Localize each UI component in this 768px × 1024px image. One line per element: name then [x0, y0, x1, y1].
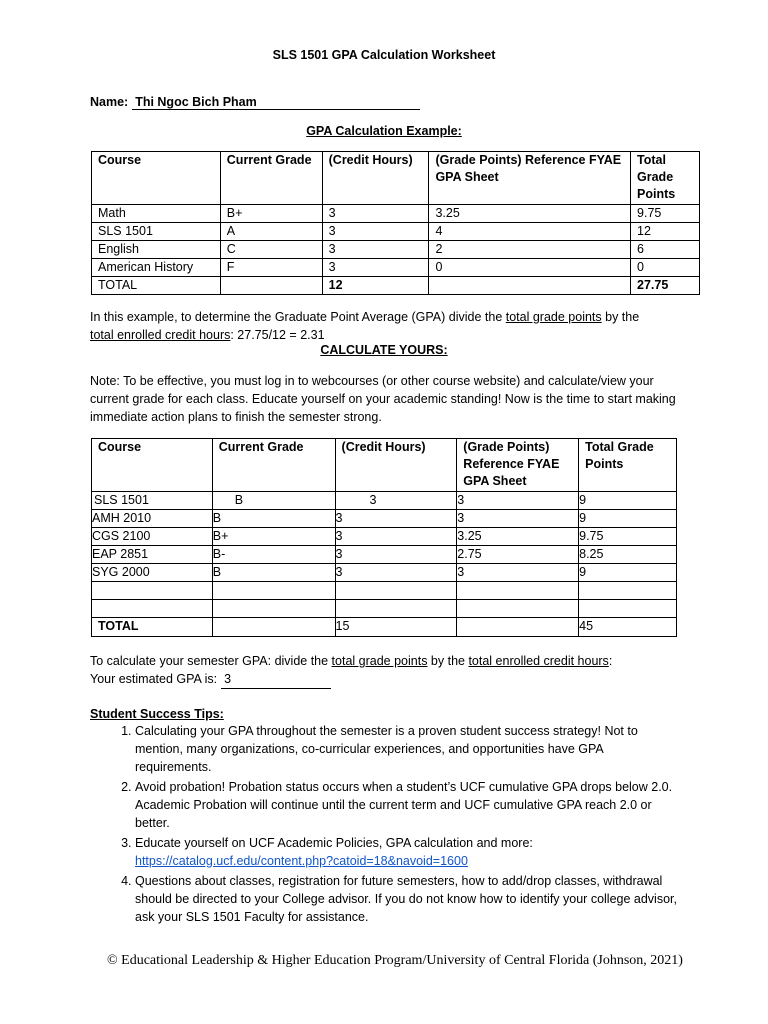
cell: 9.75 [579, 528, 677, 546]
cell: 3.25 [429, 205, 631, 223]
cell: AMH 2010 [92, 510, 213, 528]
cell: 4 [429, 223, 631, 241]
cell [579, 582, 677, 600]
cell: 3.25 [457, 528, 579, 546]
cell [457, 600, 579, 618]
table-row [92, 582, 677, 600]
cell: 0 [631, 259, 700, 277]
cell: American History [92, 259, 221, 277]
cell: 45 [579, 618, 677, 637]
catalog-link[interactable]: https://catalog.ucf.edu/content.php?catoid=18&navoid=1600 [135, 854, 468, 868]
cell: 15 [335, 618, 457, 637]
cell [212, 600, 335, 618]
cell: 8.25 [579, 546, 677, 564]
header-cell: Total Grade Points [631, 152, 700, 205]
cell: 3 [335, 564, 457, 582]
gpa-value: 3 [221, 670, 331, 689]
cell: A [220, 223, 322, 241]
header-cell: (Grade Points) Reference FYAE GPA Sheet [457, 439, 579, 492]
cell: 3 [322, 205, 429, 223]
cell: B [212, 510, 335, 528]
header-cell: Current Grade [220, 152, 322, 205]
example-title: GPA Calculation Example: [306, 124, 462, 138]
cell: 3 [322, 259, 429, 277]
cell: 2.75 [457, 546, 579, 564]
cell: 3 [335, 546, 457, 564]
name-value: Thi Ngoc Bich Pham [132, 95, 420, 110]
name-label: Name: [90, 95, 129, 109]
example-explanation: In this example, to determine the Graduate Point Average (GPA) divide the total grade points by the total enrolled credit hours: 27.75/12 = 2.31 [90, 310, 640, 342]
table-row [92, 528, 677, 546]
list-item: 1. Calculating your GPA throughout the semester is a proven student success strategy! Not to mention, many organizations, co-curricular experiences, and opportunities have GPA requirements. [135, 722, 680, 776]
cell: 12 [631, 223, 700, 241]
table-header-row [92, 439, 677, 492]
cell: SLS 1501 [92, 492, 213, 510]
cell: B [212, 492, 335, 510]
header-cell: Course [92, 152, 221, 205]
header-cell: Course [92, 439, 213, 492]
example-table [91, 151, 700, 295]
calculate-title: CALCULATE YOURS: [320, 343, 448, 357]
cell: 3 [335, 528, 457, 546]
header-cell: (Grade Points) Reference FYAE GPA Sheet [429, 152, 631, 205]
cell [457, 618, 579, 637]
table-total-row [92, 277, 700, 295]
cell: B [212, 564, 335, 582]
note-paragraph: Note: To be effective, you must log in to webcourses (or other course website) and calculate/view your current grade for each class. Educate yourself on your academic standing! Now is the time to start making immediate action plans to finish the semester strong. [90, 374, 676, 424]
cell: 27.75 [631, 277, 700, 295]
table-row [92, 564, 677, 582]
cell [92, 600, 213, 618]
cell: 2 [429, 241, 631, 259]
cell: TOTAL [92, 277, 221, 295]
header-cell: (Credit Hours) [335, 439, 457, 492]
list-item: 4. Questions about classes, registration for future semesters, how to add/drop classes, withdrawal should be directed to your College advisor. If you do not know how to identify your college advisor, ask your SLS 1501 Faculty for assistance. [135, 872, 680, 926]
table-row [92, 492, 677, 510]
cell: 9 [579, 510, 677, 528]
cell: B+ [220, 205, 322, 223]
cell: TOTAL [92, 618, 213, 637]
header-cell: Current Grade [212, 439, 335, 492]
cell: 3 [457, 510, 579, 528]
table-row [92, 241, 700, 259]
cell [212, 618, 335, 637]
footer-copyright: © Educational Leadership & Higher Education Program/University of Central Florida (Johnson, 2021) [107, 953, 683, 968]
cell [429, 277, 631, 295]
tips-list [90, 722, 680, 928]
cell [335, 600, 457, 618]
cell: English [92, 241, 221, 259]
gpa-label: Your estimated GPA is: [90, 672, 218, 686]
cell: 9 [579, 492, 677, 510]
cell: SYG 2000 [92, 564, 213, 582]
cell: EAP 2851 [92, 546, 213, 564]
tips-title: Student Success Tips: [90, 707, 224, 721]
cell: 3 [335, 492, 457, 510]
cell: 9.75 [631, 205, 700, 223]
header-cell: Total Grade Points [579, 439, 677, 492]
cell [212, 582, 335, 600]
cell: 12 [322, 277, 429, 295]
table-row [92, 600, 677, 618]
cell [457, 582, 579, 600]
table-row [92, 546, 677, 564]
header-cell: (Credit Hours) [322, 152, 429, 205]
cell: 6 [631, 241, 700, 259]
cell: C [220, 241, 322, 259]
cell: 3 [322, 241, 429, 259]
cell: B+ [212, 528, 335, 546]
cell: 3 [322, 223, 429, 241]
cell: 0 [429, 259, 631, 277]
cell: B- [212, 546, 335, 564]
cell: 9 [579, 564, 677, 582]
cell: 3 [457, 492, 579, 510]
cell: SLS 1501 [92, 223, 221, 241]
cell [92, 582, 213, 600]
list-item: 3. Educate yourself on UCF Academic Policies, GPA calculation and more: https://catalog.ucf.edu/content.php?catoid=18&navoid=1600 [135, 834, 680, 870]
table-row [92, 510, 677, 528]
cell: 3 [335, 510, 457, 528]
table-total-row [92, 618, 677, 637]
cell [220, 277, 322, 295]
table-row [92, 259, 700, 277]
cell [579, 600, 677, 618]
table-row [92, 223, 700, 241]
list-item: 2. Avoid probation! Probation status occurs when a student’s UCF cumulative GPA drops below 2.0. Academic Probation will continue until the current term and UCF cumulative GPA reach 2.0 or better. [135, 778, 680, 832]
page-title: SLS 1501 GPA Calculation Worksheet [272, 48, 496, 62]
cell: Math [92, 205, 221, 223]
table-row [92, 205, 700, 223]
your-grades-table [91, 438, 677, 637]
cell [335, 582, 457, 600]
table-header-row [92, 152, 700, 205]
cell: F [220, 259, 322, 277]
cell: 3 [457, 564, 579, 582]
calc-instructions: To calculate your semester GPA: divide the total grade points by the total enrolled credit hours: Your estimated GPA is: 3 [90, 652, 680, 689]
name-line [90, 95, 420, 110]
cell: CGS 2100 [92, 528, 213, 546]
